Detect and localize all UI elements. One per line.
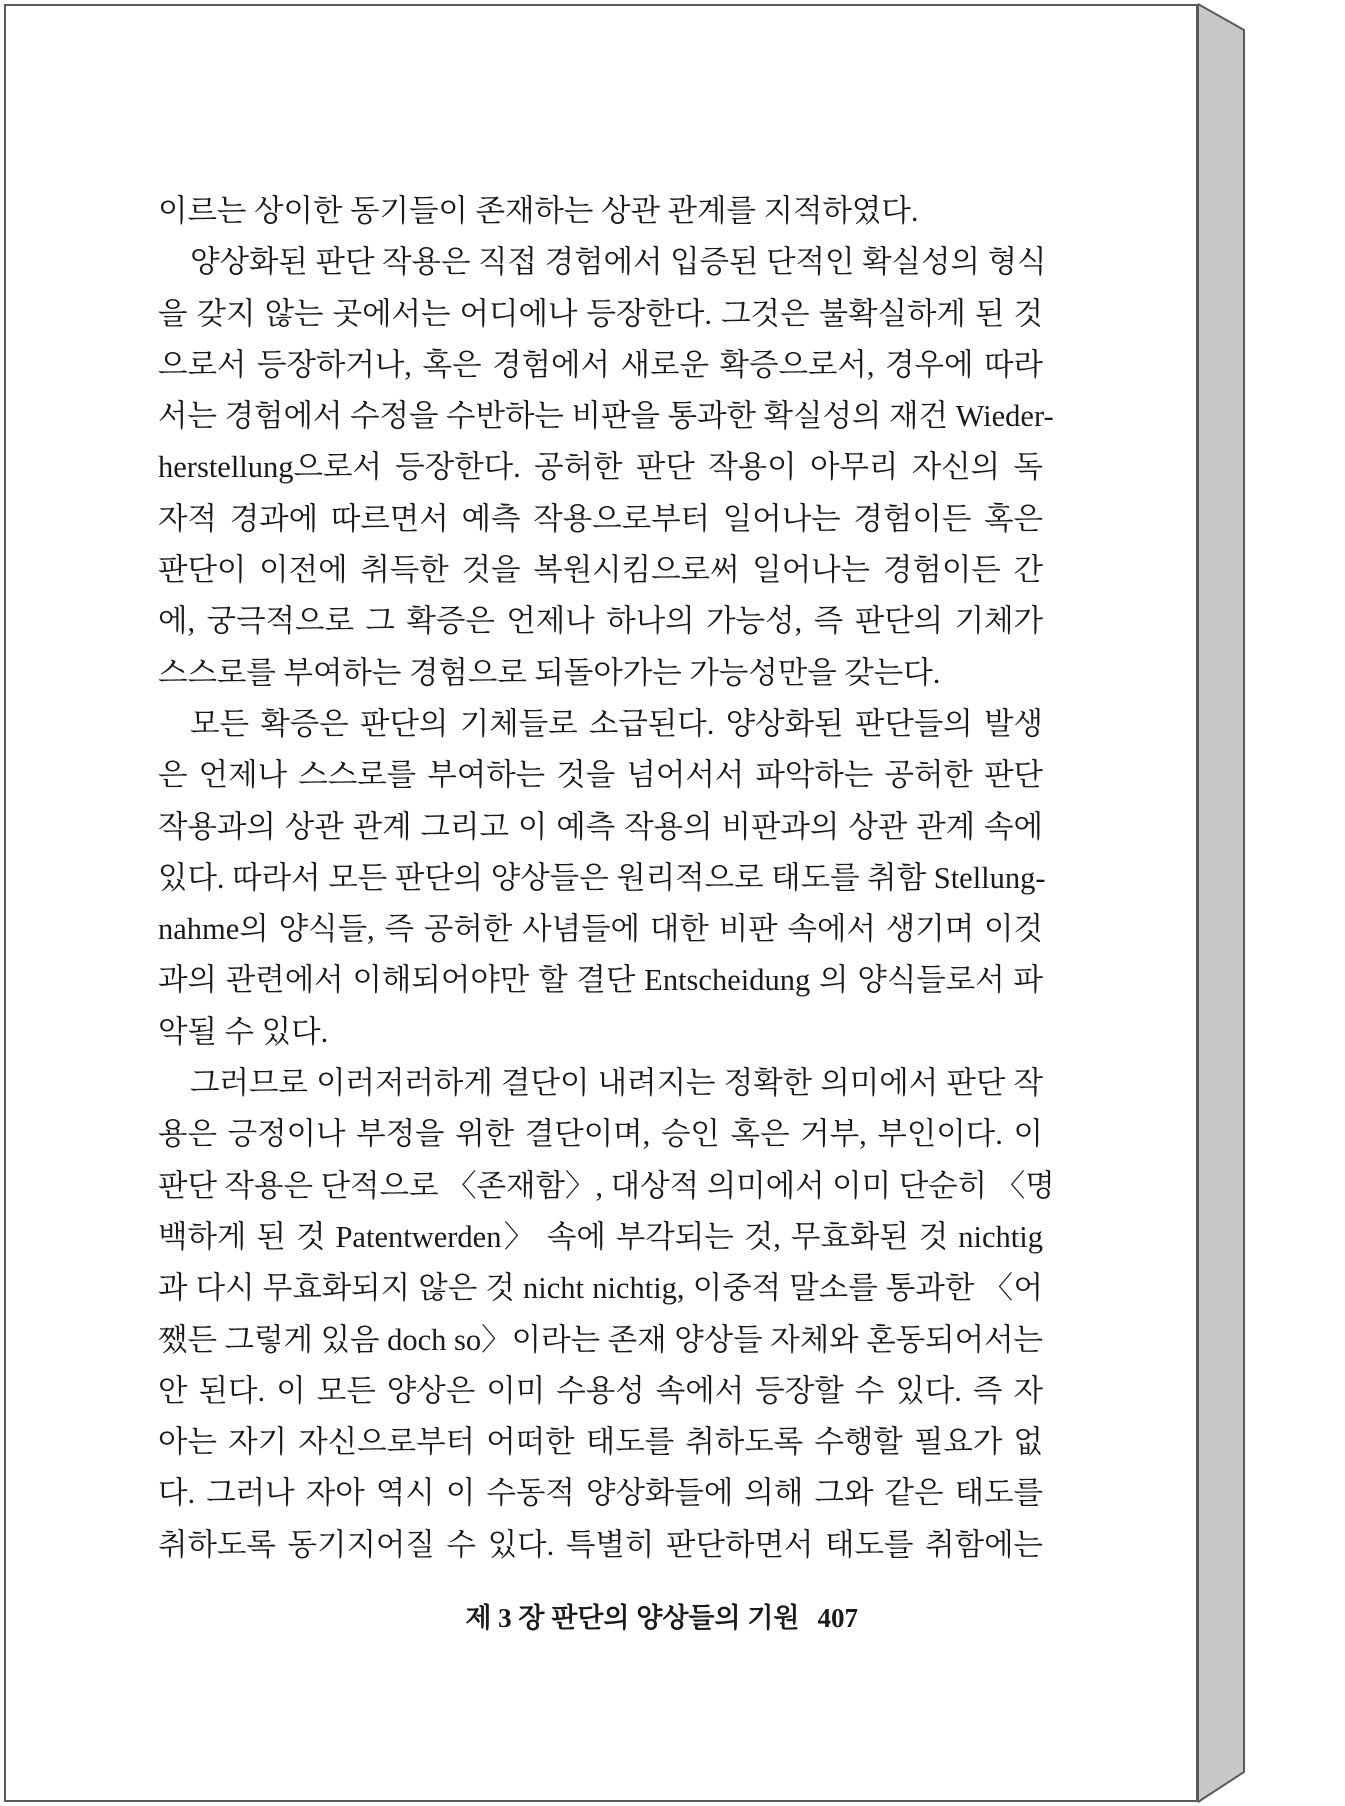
page-body-text [158, 186, 1055, 1571]
text-line: 양상화된 판단 작용은 직접 경험에서 입증된 단적인 확실성의 형식 [190, 245, 1047, 280]
text-line: 자적 경과에 따르면서 예측 작용으로부터 일어나는 경험이든 혹은 [158, 501, 1043, 536]
text-line: 모든 확증은 판단의 기체들로 소급된다. 양상화된 판단들의 발생 [190, 706, 1043, 741]
text-line: 용은 긍정이나 부정을 위한 결단이며, 승인 혹은 거부, 부인이다. 이 [158, 1117, 1043, 1152]
text-line: 과의 관련에서 이해되어야만 할 결단 Entscheidung 의 양식들로서 파 [158, 963, 1043, 998]
text-line: 다. 그러나 자아 역시 이 수동적 양상화들에 의해 그와 같은 태도를 [158, 1476, 1043, 1511]
text-line: 은 언제나 스스로를 부여하는 것을 넘어서서 파악하는 공허한 판단 [158, 758, 1043, 793]
book-spine-edge [1198, 0, 1250, 1806]
page-footer [465, 1596, 858, 1635]
text-line: 서는 경험에서 수정을 수반하는 비판을 통과한 확실성의 재건 Wieder- [158, 399, 1054, 434]
text-line: 에, 궁극적으로 그 확증은 언제나 하나의 가능성, 즉 판단의 기체가 [158, 604, 1043, 639]
page-number: 407 [817, 1603, 858, 1633]
text-line: 취하도록 동기지어질 수 있다. 특별히 판단하면서 태도를 취함에는 [158, 1527, 1043, 1562]
text-line: 아는 자기 자신으로부터 어떠한 태도를 취하도록 수행할 필요가 없 [158, 1425, 1043, 1460]
text-line: 악될 수 있다. [158, 1014, 329, 1049]
text-line: 과 다시 무효화되지 않은 것 nicht nichtig, 이중적 말소를 통과한 〈어 [158, 1271, 1043, 1306]
book-page [4, 4, 1198, 1802]
text-line: 판단이 이전에 취득한 것을 복원시킴으로써 일어나는 경험이든 간 [158, 553, 1043, 588]
text-line: 스스로를 부여하는 경험으로 되돌아가는 가능성만을 갖는다. [158, 655, 941, 690]
text-line: 있다. 따라서 모든 판단의 양상들은 원리적으로 태도를 취함 Stellung- [158, 860, 1046, 895]
text-line: 판단 작용은 단적으로 〈존재함〉, 대상적 의미에서 이미 단순히 〈명 [158, 1168, 1055, 1203]
text-line: 이르는 상이한 동기들이 존재하는 상관 관계를 지적하였다. [158, 194, 919, 228]
text-line: 으로서 등장하거나, 혹은 경험에서 새로운 확증으로서, 경우에 따라 [158, 347, 1043, 382]
text-line: herstellung으로서 등장한다. 공허한 판단 작용이 아무리 자신의 독 [158, 450, 1043, 485]
text-line: 작용과의 상관 관계 그리고 이 예측 작용의 비판과의 상관 관계 속에 [158, 809, 1043, 844]
text-line: 을 갖지 않는 곳에서는 어디에나 등장한다. 그것은 불확실하게 된 것 [158, 296, 1043, 331]
text-line: 안 된다. 이 모든 양상은 이미 수용성 속에서 등장할 수 있다. 즉 자 [158, 1373, 1043, 1408]
text-line: 쨌든 그렇게 있음 doch so〉이라는 존재 양상들 자체와 혼동되어서는 [158, 1322, 1044, 1357]
text-line: nahme의 양식들, 즉 공허한 사념들에 대한 비판 속에서 생기며 이것 [158, 912, 1043, 947]
chapter-title: 제 3 장 판단의 양상들의 기원 [465, 1603, 800, 1633]
text-line: 백하게 된 것 Patentwerden〉 속에 부각되는 것, 무효화된 것 nichtig [158, 1219, 1043, 1254]
text-line: 그러므로 이러저러하게 결단이 내려지는 정확한 의미에서 판단 작 [190, 1066, 1043, 1101]
